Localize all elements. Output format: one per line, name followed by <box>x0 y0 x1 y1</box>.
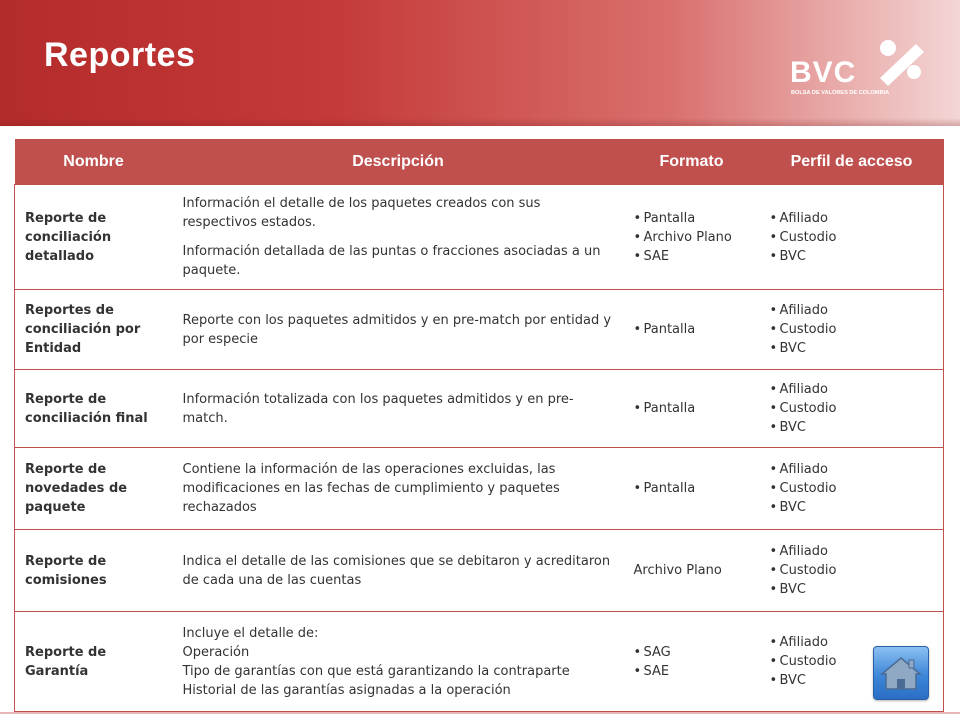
report-access-profile <box>760 185 944 290</box>
list-item: • Pantalla <box>634 209 754 228</box>
header-perfil: Perfil de acceso <box>760 139 944 185</box>
format-list <box>634 320 754 339</box>
report-format <box>624 612 760 712</box>
list-item: • Afiliado <box>770 542 938 561</box>
header-nombre: Nombre <box>15 139 173 185</box>
report-name: Reporte de novedades de paquete <box>15 448 173 530</box>
table-row <box>15 530 944 612</box>
list-item: • Custodio <box>770 479 938 498</box>
slide-title: Reportes <box>44 36 196 74</box>
list-item: • BVC <box>770 671 938 690</box>
report-name: Reportes de conciliación por Entidad <box>15 290 173 370</box>
list-item: • SAE <box>634 662 754 681</box>
report-description <box>173 530 624 612</box>
table-row <box>15 612 944 712</box>
table-row <box>15 448 944 530</box>
list-item: • Custodio <box>770 399 938 418</box>
home-icon <box>874 647 928 699</box>
report-access-profile <box>760 530 944 612</box>
table-row <box>15 185 944 290</box>
logo-tagline: BOLSA DE VALORES DE COLOMBIA <box>791 90 890 96</box>
list-item: • Pantalla <box>634 479 754 498</box>
list-item: • Custodio <box>770 561 938 580</box>
report-name: Reporte de conciliación final <box>15 370 173 448</box>
table-row <box>15 370 944 448</box>
format-list <box>634 399 754 418</box>
logo-dot-bottom <box>907 65 921 79</box>
report-name: Reporte de comisiones <box>15 530 173 612</box>
list-item: • Afiliado <box>770 209 938 228</box>
description-line: Incluye el detalle de: <box>182 625 319 641</box>
description-paragraph: Información totalizada con los paquetes admitidos y en pre-match. <box>182 391 574 426</box>
description-line: Operación <box>182 644 250 660</box>
description-paragraph: Reporte con los paquetes admitidos y en pre-match por entidad y por especie <box>182 312 612 347</box>
report-description <box>173 185 624 290</box>
description-paragraph: Información el detalle de los paquetes creados con sus respectivos estados. <box>182 196 541 230</box>
list-item: • BVC <box>770 247 938 266</box>
report-name: Reporte de Garantía <box>15 612 173 712</box>
table-row <box>15 290 944 370</box>
description-line: Historial de las garantías asignadas a la operación <box>182 682 511 698</box>
format-list <box>634 209 754 266</box>
list-item: • Custodio <box>770 228 938 247</box>
profile-list <box>770 460 938 517</box>
report-description <box>173 612 624 712</box>
list-item: • Afiliado <box>770 380 938 399</box>
list-item: • Custodio <box>770 652 938 671</box>
report-format <box>624 370 760 448</box>
header-formato: Formato <box>624 139 760 185</box>
list-item: • Afiliado <box>770 460 938 479</box>
profile-list <box>770 209 938 266</box>
list-item: • Afiliado <box>770 301 938 320</box>
list-item: • BVC <box>770 580 938 599</box>
home-button[interactable] <box>873 646 929 700</box>
report-format <box>624 448 760 530</box>
logo-name: BVC <box>790 56 857 89</box>
description-paragraph: Indica el detalle de las comisiones que se debitaron y acreditaron de cada una de las cuentas <box>182 553 611 588</box>
list-item: • Pantalla <box>634 320 754 339</box>
list-item: • Pantalla <box>634 399 754 418</box>
description-paragraph: Contiene la información de las operaciones excluidas, las modificaciones en las fechas de cumplimiento y paquetes rechazados <box>182 462 560 515</box>
list-item: • Afiliado <box>770 633 938 652</box>
bvc-logo <box>788 38 928 100</box>
profile-list <box>770 542 938 599</box>
report-access-profile <box>760 370 944 448</box>
report-access-profile <box>760 448 944 530</box>
profile-list <box>770 380 938 437</box>
format-list <box>634 479 754 498</box>
report-description <box>173 290 624 370</box>
report-format <box>624 290 760 370</box>
list-item: • SAE <box>634 247 754 266</box>
reports-table <box>14 139 944 712</box>
list-item: • BVC <box>770 339 938 358</box>
list-item: • Archivo Plano <box>634 228 754 247</box>
list-item: • SAG <box>634 643 754 662</box>
report-description <box>173 448 624 530</box>
report-format <box>624 185 760 290</box>
report-access-profile <box>760 290 944 370</box>
format-list <box>634 643 754 681</box>
list-item: • Custodio <box>770 320 938 339</box>
report-name: Reporte de conciliación detallado <box>15 185 173 290</box>
header-descripcion: Descripción <box>173 139 624 185</box>
list-item: • BVC <box>770 498 938 517</box>
report-format: Archivo Plano <box>624 530 760 612</box>
profile-list <box>770 301 938 358</box>
description-paragraph: Información detallada de las puntas o fracciones asociadas a un paquete. <box>182 244 601 278</box>
banner-shadow <box>0 118 960 126</box>
description-line: Tipo de garantías con que está garantizando la contraparte <box>182 663 570 679</box>
report-description <box>173 370 624 448</box>
logo-dot-top <box>880 40 896 56</box>
table-header-row <box>15 139 944 185</box>
footer-divider <box>0 712 960 714</box>
list-item: • BVC <box>770 418 938 437</box>
